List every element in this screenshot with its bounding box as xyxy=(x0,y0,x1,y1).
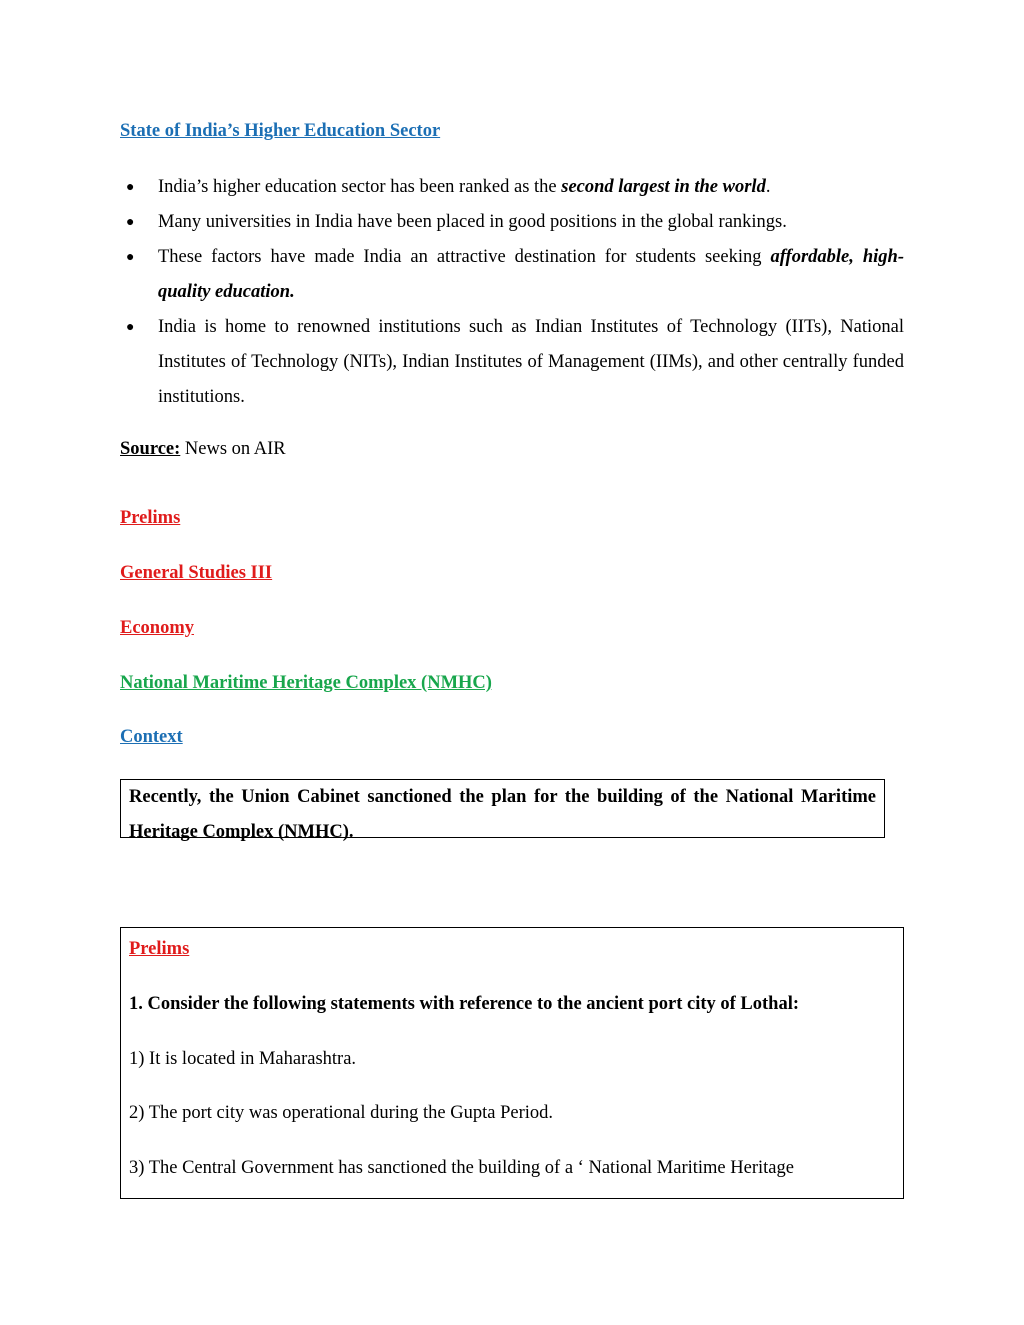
bullet-text-part: Many universities in India have been placed in good positions in the global rankings. xyxy=(158,212,787,232)
source-line xyxy=(120,439,286,460)
bullet-dot-icon: ● xyxy=(126,215,135,230)
bullet-list xyxy=(120,170,904,415)
bullet-dot-icon: ● xyxy=(126,250,135,265)
statement-1: 1) It is located in Maharashtra. xyxy=(129,1049,357,1069)
statement-2: 2) The port city was operational during the Gupta Period. xyxy=(129,1103,554,1123)
bullet-text-part: India’s higher education sector has been ranked as the xyxy=(158,177,562,197)
prelims-box-heading[interactable]: Prelims xyxy=(129,939,190,959)
heading-general-studies[interactable]: General Studies III xyxy=(120,563,273,583)
bullet-dot-icon: ● xyxy=(126,320,135,335)
heading-topic[interactable]: National Maritime Heritage Complex (NMHC) xyxy=(120,673,492,693)
context-text: Recently, the Union Cabinet sanctioned the plan for the building of the National Maritime Heritage Complex (NMHC). xyxy=(129,787,876,842)
question-text: 1. Consider the following statements with reference to the ancient port city of Lothal: xyxy=(129,994,800,1014)
bullet-dot-icon: ● xyxy=(126,180,135,195)
source-text: News on AIR xyxy=(180,439,286,459)
bullet-item xyxy=(120,205,904,240)
statement-3: 3) The Central Government has sanctioned the building of a ‘ National Maritime Heritage xyxy=(129,1158,794,1178)
bullet-text-part: second largest in the world xyxy=(561,177,766,197)
bullet-text-part: . xyxy=(765,177,771,197)
bullet-text-part: India is home to renowned institutions such as Indian Institutes of Technology (IITs), National Institutes of Technology (NITs), Indian Institutes of Management (IIMs), and other centrally funded institutions. xyxy=(158,317,904,407)
heading-context[interactable]: Context xyxy=(120,727,183,747)
heading-economy[interactable]: Economy xyxy=(120,618,194,638)
bullet-item xyxy=(120,170,904,205)
bullet-item xyxy=(120,310,904,415)
heading-prelims[interactable]: Prelims xyxy=(120,508,181,528)
bullet-item xyxy=(120,240,904,310)
prelims-question-box xyxy=(120,927,904,1199)
section-title[interactable]: State of India’s Higher Education Sector xyxy=(120,121,441,141)
bullet-text-part: These factors have made India an attractive destination for students seeking xyxy=(158,247,771,267)
bullet-text-part: affordable, high-quality education. xyxy=(158,247,904,302)
context-box xyxy=(120,779,885,842)
source-label: Source: xyxy=(120,439,181,459)
